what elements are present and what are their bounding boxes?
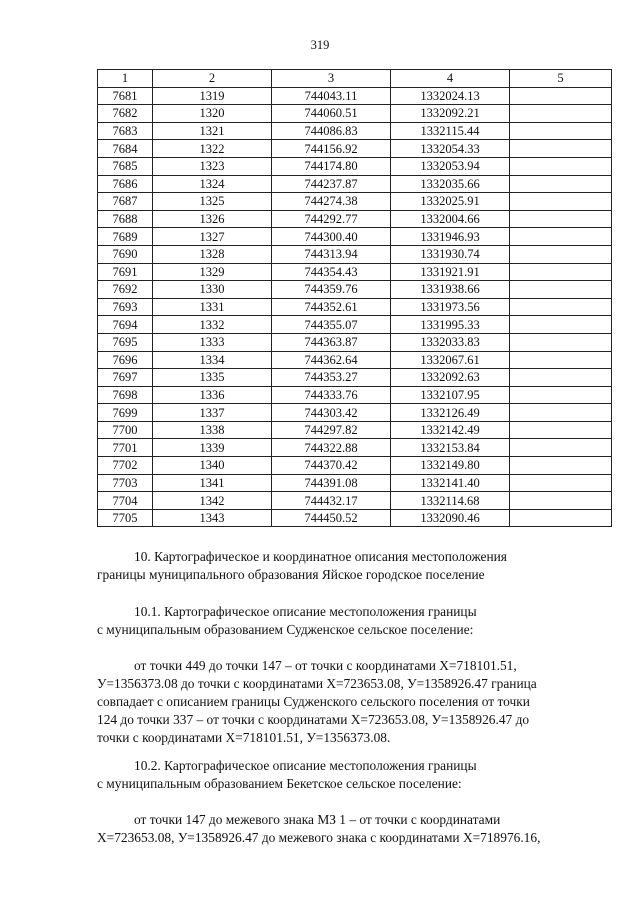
table-cell-col-1: 7687 — [98, 193, 153, 211]
table-cell-col-4: 1332033.83 — [391, 333, 510, 351]
table-cell-col-2: 1339 — [153, 439, 272, 457]
table-cell-col-5 — [510, 157, 612, 175]
table-row — [98, 210, 612, 228]
table-cell-col-2: 1326 — [153, 210, 272, 228]
table-cell-col-3: 744086.83 — [272, 122, 391, 140]
section-10-1-heading-line-2: с муниципальным образованием Судженское сельское поселение: — [97, 622, 474, 637]
table-cell-col-2: 1338 — [153, 421, 272, 439]
table-cell-col-4: 1331930.74 — [391, 245, 510, 263]
table-cell-col-3: 744355.07 — [272, 316, 391, 334]
table-cell-col-3: 744370.42 — [272, 457, 391, 475]
table-cell-col-3: 744043.11 — [272, 87, 391, 105]
table-row — [98, 175, 612, 193]
table-cell-col-2: 1321 — [153, 122, 272, 140]
table-cell-col-1: 7696 — [98, 351, 153, 369]
table-cell-col-3: 744362.64 — [272, 351, 391, 369]
table-cell-col-3: 744060.51 — [272, 105, 391, 123]
table-cell-col-1: 7698 — [98, 386, 153, 404]
table-cell-col-4: 1332153.84 — [391, 439, 510, 457]
table-row — [98, 351, 612, 369]
table-cell-col-2: 1319 — [153, 87, 272, 105]
section-10-1-body-line-1: от точки 449 до точки 147 – от точки с координатами Х=718101.51, — [134, 658, 517, 673]
table-cell-col-4: 1331946.93 — [391, 228, 510, 246]
table-cell-col-1: 7685 — [98, 157, 153, 175]
table-cell-col-4: 1332092.21 — [391, 105, 510, 123]
table-cell-col-4: 1332054.33 — [391, 140, 510, 158]
table-cell-col-1: 7691 — [98, 263, 153, 281]
table-row — [98, 316, 612, 334]
table-cell-col-1: 7692 — [98, 281, 153, 299]
section-10-1-body-line-3: совпадает с описанием границы Судженского сельского поселения от точки — [97, 694, 530, 709]
section-10-1-heading — [97, 603, 611, 639]
table-cell-col-3: 744432.17 — [272, 492, 391, 510]
table-cell-col-4: 1332035.66 — [391, 175, 510, 193]
table-cell-col-3: 744450.52 — [272, 509, 391, 527]
table-cell-col-4: 1332114.68 — [391, 492, 510, 510]
table-cell-col-3: 744313.94 — [272, 245, 391, 263]
table-cell-col-1: 7688 — [98, 210, 153, 228]
table-cell-col-1: 7689 — [98, 228, 153, 246]
table-cell-col-3: 744303.42 — [272, 404, 391, 422]
column-header-4: 4 — [391, 70, 510, 88]
table-row — [98, 193, 612, 211]
table-row — [98, 87, 612, 105]
table-cell-col-2: 1337 — [153, 404, 272, 422]
table-cell-col-2: 1334 — [153, 351, 272, 369]
table-cell-col-1: 7686 — [98, 175, 153, 193]
table-row — [98, 263, 612, 281]
section-10-1-body — [97, 657, 611, 747]
table-cell-col-2: 1341 — [153, 474, 272, 492]
table-cell-col-1: 7694 — [98, 316, 153, 334]
section-10-2-body — [97, 811, 611, 847]
table-row — [98, 369, 612, 387]
table-row — [98, 509, 612, 527]
table-cell-col-2: 1320 — [153, 105, 272, 123]
table-cell-col-1: 7683 — [98, 122, 153, 140]
table-cell-col-3: 744352.61 — [272, 298, 391, 316]
table-cell-col-3: 744156.92 — [272, 140, 391, 158]
table-cell-col-4: 1332024.13 — [391, 87, 510, 105]
table-cell-col-2: 1328 — [153, 245, 272, 263]
table-row — [98, 457, 612, 475]
table-cell-col-4: 1332141.40 — [391, 474, 510, 492]
table-cell-col-5 — [510, 492, 612, 510]
table-cell-col-5 — [510, 298, 612, 316]
table-cell-col-4: 1332107.95 — [391, 386, 510, 404]
section-10-2-heading — [97, 757, 611, 793]
table-cell-col-1: 7684 — [98, 140, 153, 158]
table-cell-col-2: 1327 — [153, 228, 272, 246]
table-row — [98, 404, 612, 422]
column-header-5: 5 — [510, 70, 612, 88]
table-cell-col-3: 744274.38 — [272, 193, 391, 211]
table-row — [98, 298, 612, 316]
table-cell-col-3: 744174.80 — [272, 157, 391, 175]
table-cell-col-3: 744333.76 — [272, 386, 391, 404]
section-10-2-body-line-1: от точки 147 до межевого знака МЗ 1 – от точки с координатами — [134, 812, 501, 827]
table-cell-col-3: 744354.43 — [272, 263, 391, 281]
table-cell-col-2: 1331 — [153, 298, 272, 316]
table-cell-col-5 — [510, 474, 612, 492]
table-cell-col-5 — [510, 404, 612, 422]
table-cell-col-3: 744359.76 — [272, 281, 391, 299]
table-header-row — [98, 70, 612, 88]
coordinates-table — [97, 69, 612, 527]
table-cell-col-3: 744300.40 — [272, 228, 391, 246]
table-cell-col-4: 1332090.46 — [391, 509, 510, 527]
table-cell-col-5 — [510, 245, 612, 263]
table-cell-col-2: 1340 — [153, 457, 272, 475]
table-cell-col-5 — [510, 386, 612, 404]
table-cell-col-5 — [510, 457, 612, 475]
table-cell-col-1: 7697 — [98, 369, 153, 387]
table-cell-col-5 — [510, 193, 612, 211]
table-cell-col-1: 7699 — [98, 404, 153, 422]
section-10-2-heading-line-2: с муниципальным образованием Бекетское сельское поселение: — [97, 776, 462, 791]
table-cell-col-5 — [510, 140, 612, 158]
column-header-2: 2 — [153, 70, 272, 88]
table-row — [98, 228, 612, 246]
table-body — [98, 87, 612, 527]
table-cell-col-1: 7702 — [98, 457, 153, 475]
table-cell-col-2: 1332 — [153, 316, 272, 334]
table-cell-col-4: 1332142.49 — [391, 421, 510, 439]
table-row — [98, 492, 612, 510]
table-row — [98, 333, 612, 351]
table-cell-col-4: 1332067.61 — [391, 351, 510, 369]
table-row — [98, 140, 612, 158]
table-cell-col-5 — [510, 122, 612, 140]
table-cell-col-2: 1335 — [153, 369, 272, 387]
table-cell-col-5 — [510, 175, 612, 193]
table-cell-col-5 — [510, 316, 612, 334]
table-cell-col-2: 1330 — [153, 281, 272, 299]
table-cell-col-1: 7703 — [98, 474, 153, 492]
section-10-title — [97, 548, 611, 584]
table-cell-col-4: 1332126.49 — [391, 404, 510, 422]
table-cell-col-5 — [510, 228, 612, 246]
table-cell-col-5 — [510, 87, 612, 105]
table-cell-col-2: 1329 — [153, 263, 272, 281]
section-10-1-heading-line-1: 10.1. Картографическое описание местоположения границы — [134, 604, 477, 619]
table-cell-col-4: 1331995.33 — [391, 316, 510, 334]
table-cell-col-1: 7690 — [98, 245, 153, 263]
table-cell-col-2: 1343 — [153, 509, 272, 527]
table-cell-col-4: 1331938.66 — [391, 281, 510, 299]
table-cell-col-5 — [510, 509, 612, 527]
table-cell-col-2: 1323 — [153, 157, 272, 175]
table-row — [98, 474, 612, 492]
table-cell-col-4: 1332025.91 — [391, 193, 510, 211]
table-cell-col-5 — [510, 351, 612, 369]
table-cell-col-1: 7704 — [98, 492, 153, 510]
table-cell-col-4: 1331921.91 — [391, 263, 510, 281]
table-header — [98, 70, 612, 88]
table-cell-col-2: 1322 — [153, 140, 272, 158]
column-header-1: 1 — [98, 70, 153, 88]
table-cell-col-2: 1342 — [153, 492, 272, 510]
section-10-line-1: 10. Картографическое и координатное описания местоположения — [134, 549, 507, 564]
table-cell-col-1: 7682 — [98, 105, 153, 123]
table-cell-col-2: 1324 — [153, 175, 272, 193]
table-cell-col-2: 1325 — [153, 193, 272, 211]
table-cell-col-1: 7695 — [98, 333, 153, 351]
table-cell-col-4: 1332092.63 — [391, 369, 510, 387]
table-cell-col-4: 1332053.94 — [391, 157, 510, 175]
section-10-2-heading-line-1: 10.2. Картографическое описание местоположения границы — [134, 758, 477, 773]
section-10-2-body-line-2: Х=723653.08, У=1358926.47 до межевого знака с координатами Х=718976.16, — [97, 830, 541, 845]
table-row — [98, 122, 612, 140]
table-row — [98, 157, 612, 175]
table-row — [98, 281, 612, 299]
page-number: 319 — [310, 38, 330, 52]
table-row — [98, 386, 612, 404]
table-row — [98, 105, 612, 123]
table-row — [98, 421, 612, 439]
table-cell-col-5 — [510, 263, 612, 281]
table-row — [98, 439, 612, 457]
table-cell-col-5 — [510, 421, 612, 439]
table-cell-col-2: 1336 — [153, 386, 272, 404]
table-cell-col-4: 1332115.44 — [391, 122, 510, 140]
section-10-1-body-line-2: У=1356373.08 до точки с координатами Х=723653.08, У=1358926.47 граница — [97, 676, 537, 691]
table-cell-col-4: 1332149.80 — [391, 457, 510, 475]
table-cell-col-3: 744363.87 — [272, 333, 391, 351]
table-cell-col-4: 1332004.66 — [391, 210, 510, 228]
table-cell-col-2: 1333 — [153, 333, 272, 351]
section-10-line-2: границы муниципального образования Яйское городское поселение — [97, 567, 485, 582]
table-cell-col-1: 7700 — [98, 421, 153, 439]
table-cell-col-3: 744292.77 — [272, 210, 391, 228]
table-cell-col-1: 7701 — [98, 439, 153, 457]
table-cell-col-5 — [510, 210, 612, 228]
table-cell-col-1: 7693 — [98, 298, 153, 316]
column-header-3: 3 — [272, 70, 391, 88]
table-cell-col-3: 744322.88 — [272, 439, 391, 457]
section-10-1-body-line-4: 124 до точки 337 – от точки с координатами Х=723653.08, У=1358926.47 до — [97, 712, 530, 727]
table-cell-col-1: 7705 — [98, 509, 153, 527]
table-cell-col-5 — [510, 369, 612, 387]
table-cell-col-5 — [510, 105, 612, 123]
table-cell-col-5 — [510, 281, 612, 299]
table-cell-col-3: 744297.82 — [272, 421, 391, 439]
section-10-1-body-line-5: точки с координатами Х=718101.51, У=1356373.08. — [97, 730, 391, 745]
table-cell-col-3: 744237.87 — [272, 175, 391, 193]
table-row — [98, 245, 612, 263]
table-cell-col-1: 7681 — [98, 87, 153, 105]
table-cell-col-4: 1331973.56 — [391, 298, 510, 316]
table-cell-col-5 — [510, 333, 612, 351]
table-cell-col-3: 744353.27 — [272, 369, 391, 387]
table-cell-col-3: 744391.08 — [272, 474, 391, 492]
table-cell-col-5 — [510, 439, 612, 457]
